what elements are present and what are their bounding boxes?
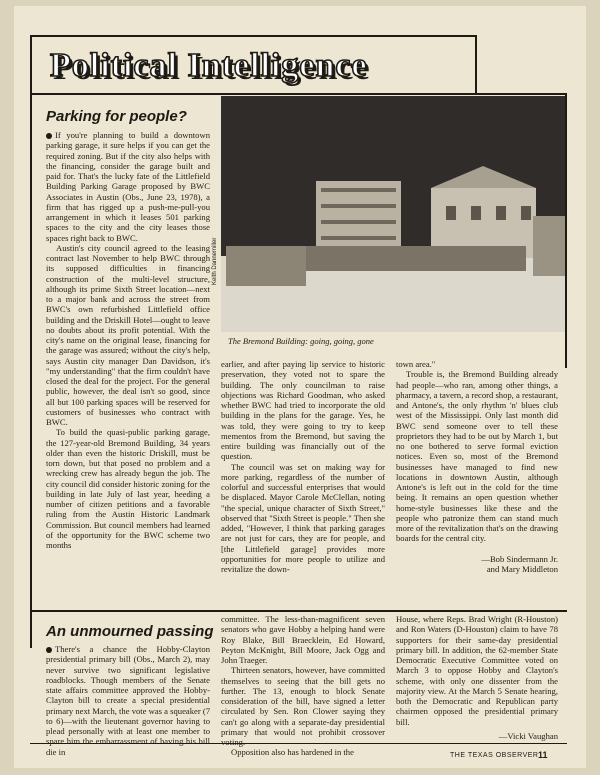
top-rule <box>30 93 567 95</box>
article1-signature-2: and Mary Middleton <box>486 563 558 574</box>
article2-paragraph: House, where Reps. Brad Wright (R-Houston) and Ron Waters (D-Houston) claim to have 78 supporters for their same-day presidential primary bill. In addition, the 62-member State Democratic Executive Committee voted on March 3 to oppose Hobby and Clayton's scheme, with only one dissenter from the majority view. At the March 5 Senate hearing, both the Democratic and Republican party chairmen opposed the presidential primary bill. <box>396 614 558 727</box>
article1-paragraph: earlier, and after paying lip service to historic preservation, they voted not to spare the building. The only councilman to raise objections was Richard Goodman, who asked whether BWC had tried to incorporate the old building in the plans for the garage. Yes, he was told, they were going to try to keep mementos from the Bremond, but saving the entire building was financially out of the question. <box>221 359 385 462</box>
article2-column-1 <box>46 644 210 757</box>
article2-paragraph: There's a chance the Hobby-Clayton presidential primary bill (Obs., March 2), may never survive two significant legislative roadblocks. Though members of the Senate state affairs committee approved the Hobby-Clayton bill to create a special presidential primary next March, the vote was a squeaker (7 to 6)—with the lieutenant governor having to plead personally with at least one member to spare him the embarrassment of having his bill die in <box>46 644 210 757</box>
article2-paragraph: Opposition also has hardened in the <box>231 747 354 758</box>
article1-headline: Parking for people? <box>46 108 187 125</box>
article2-column-3 <box>396 614 558 741</box>
article1-paragraph: Austin's city council agreed to the leasing contract last November to help BWC through its supposed difficulties in financing construction of the multi-level structure, although its prime Sixth Street location—next to a major bank and across the street from BWC's own refurbished Littlefield office building and the Driskill Hotel—ought to leave no doubts about its profit potential. With the city's name on the original lease, financing for the garage was assured; without the city's help, says Austin city manager Dan Davidson, it's "my understanding" that the firm couldn't have closed the deal for the project. For the general public, however, the deal isn't so good, since all but 100 parking spaces will be reserved for customers of businesses who contract with BWC. <box>46 242 210 427</box>
right-rule <box>565 93 567 368</box>
article2-headline: An unmourned passing <box>46 623 214 640</box>
article2-paragraph: committee. The less-than-magnificent seven senators who gave Hobby a helping hand were Roy Blake, Bill Braecklein, Ed Howard, Peyton McKnight, Bill Moore, Jack Ogg and John Traeger. <box>221 614 385 665</box>
photo-caption: The Bremond Building: going, going, gone <box>228 336 374 346</box>
article1-paragraph: If you're planning to build a downtown parking garage, it sure helps if you can get the required zoning. But if the city also helps with the financing, consider the garage built and paid for. That's the lucky fate of the Littlefield Building Parking Garage proposed by BWC Associates in Austin (Obs., June 23, 1978), a firm that has rigged up a push-me-pull-you arrangement in which it leases 501 parking spaces to the city and the city leases those spaces right back to BWC. <box>46 130 210 243</box>
article2-column-2 <box>221 614 385 758</box>
photo-credit: Keith Dannemiller <box>212 237 218 285</box>
article1-signature: —Bob Sindermann Jr. <box>481 553 558 564</box>
article1-column-1 <box>46 130 210 550</box>
page-number: 11 <box>538 750 548 760</box>
left-rule <box>30 93 32 648</box>
article1-paragraph: town area." <box>396 359 436 369</box>
article1-column-3 <box>396 359 558 574</box>
article1-column-2 <box>221 359 385 574</box>
article1-paragraph: To build the quasi-public parking garage, the 127-year-old Bremond Building, 34 years older than even the historic Driskill, must be torn down, but that posed no problem and a wrecking crew has already begun the job. The city council did consider historic zoning for the building in late July of last year, heeding a number of citizen petitions and a favorable ruling from the Austin Historic Landmark Commission. But council members had learned of the opportunity for the BWC scheme two months <box>46 427 210 550</box>
bremond-building-photo <box>221 96 565 332</box>
article-divider <box>30 610 567 612</box>
photo-illustration <box>221 96 565 332</box>
article1-paragraph: Trouble is, the Bremond Building already had people—who ran, among other things, a pharmacy, a tavern, a record shop, a restaurant, and Antone's, the only rhythm 'n' blues club west of the Mississippi. Only last month did BWC send someone over to tell these proprietors they had to be out by March 1, but no one bothered to serve formal eviction notices. Even so, most of the Bremond businesses have managed to find new locations in downtown Austin, although Antone's is left out in the cold for the time being. It remains an open question whether home-style businesses like these and the people who patronize them can stand much more of the revitalization that's on the drawing boards for the central city. <box>396 369 558 544</box>
bullet-icon <box>46 133 52 139</box>
publication-name: THE TEXAS OBSERVER <box>450 752 539 759</box>
section-title: Political Intelligence <box>50 47 368 84</box>
article2-paragraph: Thirteen senators, however, have committed themselves to seeing that the bill gets no further. The 13, enough to block Senate consideration of the bill, have signed a letter circulated by Sen. Ron Clower saying they can't go along with a separate-day presidential primary that would not prohibit crossover voting. <box>221 665 385 747</box>
article1-paragraph: The council was set on making way for more parking, regardless of the number of colorful and successful enterprises that would be displaced. Mayor Carole McClellan, noting "the special, unique character of Sixth Street," observed that "Sixth Street is people." Then she added, "However, I think that parking garages are not just for cars, they are for people, and [the Littlefield garage] provides more opportunities for more people to utilize and revitalize the down- <box>221 461 385 574</box>
article2-signature: —Vicki Vaughan <box>498 730 558 741</box>
bullet-icon <box>46 647 52 653</box>
